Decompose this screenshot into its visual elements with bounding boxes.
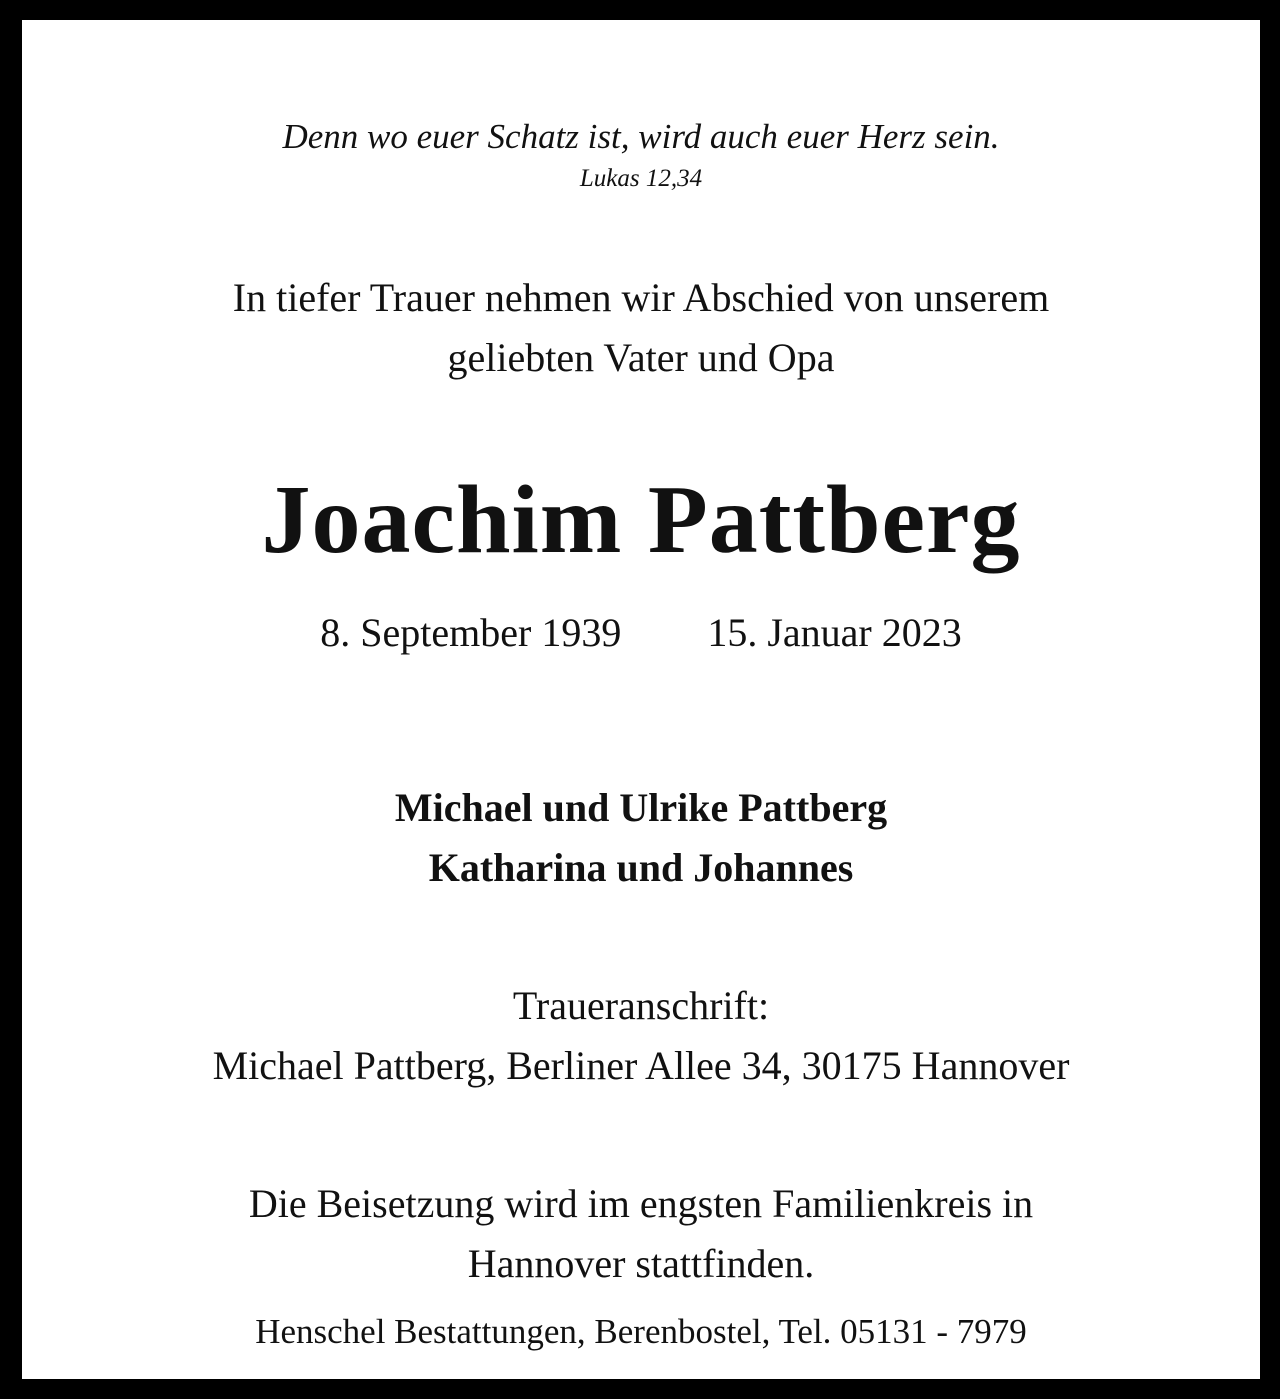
mourning-intro-line: In tiefer Trauer nehmen wir Abschied von unserem xyxy=(232,275,1050,320)
burial-info-line: Hannover stattfinden. xyxy=(467,1241,815,1286)
life-dates xyxy=(22,608,1260,658)
mourning-intro-line: geliebten Vater und Opa xyxy=(447,335,835,380)
death-date: 15. Januar 2023 xyxy=(707,610,962,655)
mourning-intro xyxy=(22,268,1260,388)
mourning-address-label: Traueranschrift: xyxy=(512,983,770,1028)
birth-date: 8. September 1939 xyxy=(320,610,622,655)
bible-verse-reference: Lukas 12,34 xyxy=(579,165,703,192)
mourning-address xyxy=(22,976,1260,1096)
family-member-line: Katharina und Johannes xyxy=(428,845,854,890)
family-members xyxy=(22,778,1260,898)
mourning-address-text: Michael Pattberg, Berliner Allee 34, 30175 Hannover xyxy=(212,1043,1070,1088)
obituary-notice xyxy=(22,20,1260,1379)
deceased-name: Joachim Pattberg xyxy=(261,466,1021,574)
bible-quote: Denn wo euer Schatz ist, wird auch euer Herz sein. xyxy=(282,117,1000,156)
burial-info xyxy=(22,1174,1260,1294)
family-member-line: Michael und Ulrike Pattberg xyxy=(394,785,888,830)
undertaker-contact: Henschel Bestattungen, Berenbostel, Tel. 05131 - 7979 xyxy=(255,1312,1027,1351)
burial-info-line: Die Beisetzung wird im engsten Familienkreis in xyxy=(248,1181,1034,1226)
